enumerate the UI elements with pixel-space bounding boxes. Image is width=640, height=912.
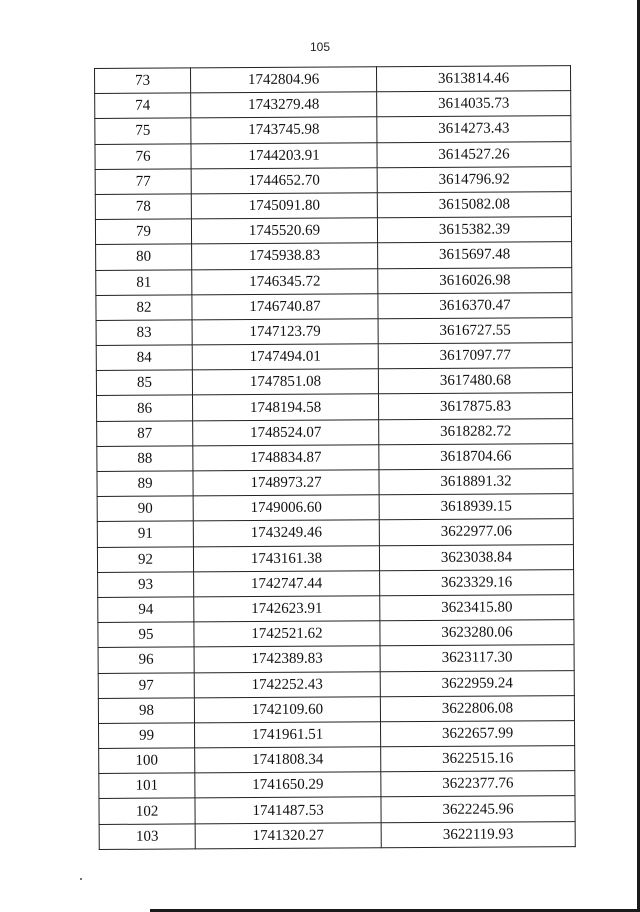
table-row (98, 670, 574, 698)
x-coordinate-cell: 1745091.80 (191, 193, 377, 219)
table-row (95, 141, 571, 169)
page-number: 105 (309, 40, 331, 54)
point-number-cell: 81 (96, 269, 192, 295)
y-coordinate-cell: 3622977.06 (379, 519, 573, 545)
point-number-cell: 89 (97, 471, 193, 497)
x-coordinate-cell: 1742747.44 (194, 571, 380, 597)
point-number-cell: 80 (96, 244, 192, 270)
y-coordinate-cell: 3614527.26 (377, 141, 571, 167)
table-row (99, 771, 575, 799)
table-row (96, 267, 572, 295)
x-coordinate-cell: 1742252.43 (194, 671, 380, 697)
table-row (95, 192, 571, 220)
x-coordinate-cell: 1743745.98 (191, 117, 377, 143)
point-number-cell: 96 (98, 647, 194, 673)
x-coordinate-cell: 1742389.83 (194, 646, 380, 672)
point-number-cell: 79 (95, 219, 191, 245)
point-number-cell: 90 (97, 496, 193, 522)
x-coordinate-cell: 1744652.70 (191, 168, 377, 194)
point-number-cell: 92 (97, 546, 193, 572)
point-number-cell: 82 (96, 295, 192, 321)
x-coordinate-cell: 1747123.79 (192, 319, 378, 345)
y-coordinate-cell: 3617097.77 (378, 343, 572, 369)
y-coordinate-cell: 3622657.99 (380, 720, 574, 746)
point-number-cell: 78 (95, 194, 191, 220)
point-number-cell: 86 (97, 395, 193, 421)
y-coordinate-cell: 3617875.83 (378, 393, 572, 419)
y-coordinate-cell: 3616026.98 (378, 267, 572, 293)
x-coordinate-cell: 1744203.91 (191, 142, 377, 168)
point-number-cell: 101 (99, 773, 195, 799)
x-coordinate-cell: 1748524.07 (193, 419, 379, 445)
y-coordinate-cell: 3623415.80 (380, 595, 574, 621)
x-coordinate-cell: 1745520.69 (191, 218, 377, 244)
x-coordinate-cell: 1742109.60 (194, 696, 380, 722)
point-number-cell: 98 (98, 698, 194, 724)
table-row (95, 166, 571, 194)
y-coordinate-cell: 3622245.96 (381, 796, 575, 822)
y-coordinate-cell: 3616727.55 (378, 317, 572, 343)
table-row (97, 519, 573, 547)
x-coordinate-cell: 1743249.46 (193, 520, 379, 546)
point-number-cell: 75 (95, 118, 191, 144)
x-coordinate-cell: 1746345.72 (192, 268, 378, 294)
point-number-cell: 85 (96, 370, 192, 396)
x-coordinate-cell: 1741808.34 (195, 747, 381, 773)
y-coordinate-cell: 3623038.84 (379, 544, 573, 570)
point-number-cell: 100 (99, 748, 195, 774)
table-row (99, 821, 575, 849)
table-row (95, 217, 571, 245)
point-number-cell: 102 (99, 798, 195, 824)
point-number-cell: 93 (98, 572, 194, 598)
point-number-cell: 84 (96, 345, 192, 371)
table-row (96, 368, 572, 396)
x-coordinate-cell: 1748834.87 (193, 445, 379, 471)
table-body (95, 66, 576, 850)
y-coordinate-cell: 3623280.06 (380, 620, 574, 646)
y-coordinate-cell: 3615382.39 (377, 217, 571, 243)
y-coordinate-cell: 3623117.30 (380, 645, 574, 671)
point-number-cell: 99 (99, 723, 195, 749)
x-coordinate-cell: 1741320.27 (195, 822, 381, 848)
y-coordinate-cell: 3623329.16 (380, 569, 574, 595)
point-number-cell: 87 (97, 421, 193, 447)
table-row (97, 418, 573, 446)
x-coordinate-cell: 1742804.96 (191, 67, 377, 93)
y-coordinate-cell: 3616370.47 (378, 292, 572, 318)
y-coordinate-cell: 3622119.93 (381, 821, 575, 847)
x-coordinate-cell: 1747494.01 (192, 344, 378, 370)
table-row (98, 645, 574, 673)
y-coordinate-cell: 3622515.16 (381, 746, 575, 772)
y-coordinate-cell: 3615697.48 (378, 242, 572, 268)
point-number-cell: 83 (96, 320, 192, 346)
table-row (96, 292, 572, 320)
coordinate-table (94, 65, 576, 850)
point-number-cell: 77 (95, 169, 191, 195)
table-row (98, 620, 574, 648)
table-row (96, 317, 572, 345)
table-row (98, 569, 574, 597)
x-coordinate-cell: 1742521.62 (194, 621, 380, 647)
coordinate-table-container (94, 65, 575, 850)
x-coordinate-cell: 1743161.38 (193, 545, 379, 571)
y-coordinate-cell: 3614796.92 (377, 166, 571, 192)
y-coordinate-cell: 3614035.73 (377, 91, 571, 117)
point-number-cell: 94 (98, 597, 194, 623)
x-coordinate-cell: 1747851.08 (192, 369, 378, 395)
y-coordinate-cell: 3617480.68 (378, 368, 572, 394)
x-coordinate-cell: 1743279.48 (191, 92, 377, 118)
y-coordinate-cell: 3622806.08 (380, 695, 574, 721)
point-number-cell: 91 (97, 521, 193, 547)
y-coordinate-cell: 3615082.08 (377, 192, 571, 218)
scan-speck (80, 878, 82, 880)
x-coordinate-cell: 1742623.91 (194, 596, 380, 622)
table-row (95, 116, 571, 144)
point-number-cell: 103 (99, 824, 195, 850)
table-row (96, 343, 572, 371)
table-row (97, 393, 573, 421)
y-coordinate-cell: 3618282.72 (379, 418, 573, 444)
y-coordinate-cell: 3618891.32 (379, 469, 573, 495)
table-row (97, 494, 573, 522)
y-coordinate-cell: 3613814.46 (376, 66, 570, 92)
table-row (97, 544, 573, 572)
x-coordinate-cell: 1749006.60 (193, 495, 379, 521)
x-coordinate-cell: 1741650.29 (195, 772, 381, 798)
y-coordinate-cell: 3614273.43 (377, 116, 571, 142)
table-row (96, 242, 572, 270)
x-coordinate-cell: 1741487.53 (195, 797, 381, 823)
x-coordinate-cell: 1741961.51 (195, 722, 381, 748)
table-row (97, 443, 573, 471)
point-number-cell: 74 (95, 93, 191, 119)
point-number-cell: 88 (97, 446, 193, 472)
x-coordinate-cell: 1748973.27 (193, 470, 379, 496)
point-number-cell: 73 (95, 68, 191, 94)
table-row (95, 91, 571, 119)
table-row (98, 695, 574, 723)
x-coordinate-cell: 1748194.58 (193, 394, 379, 420)
table-row (98, 595, 574, 623)
table-row (99, 720, 575, 748)
y-coordinate-cell: 3622377.76 (381, 771, 575, 797)
point-number-cell: 76 (95, 143, 191, 169)
table-row (97, 469, 573, 497)
x-coordinate-cell: 1745938.83 (192, 243, 378, 269)
y-coordinate-cell: 3618704.66 (379, 443, 573, 469)
y-coordinate-cell: 3618939.15 (379, 494, 573, 520)
x-coordinate-cell: 1746740.87 (192, 293, 378, 319)
y-coordinate-cell: 3622959.24 (380, 670, 574, 696)
table-row (95, 66, 571, 94)
point-number-cell: 97 (98, 672, 194, 698)
table-row (99, 746, 575, 774)
point-number-cell: 95 (98, 622, 194, 648)
table-row (99, 796, 575, 824)
